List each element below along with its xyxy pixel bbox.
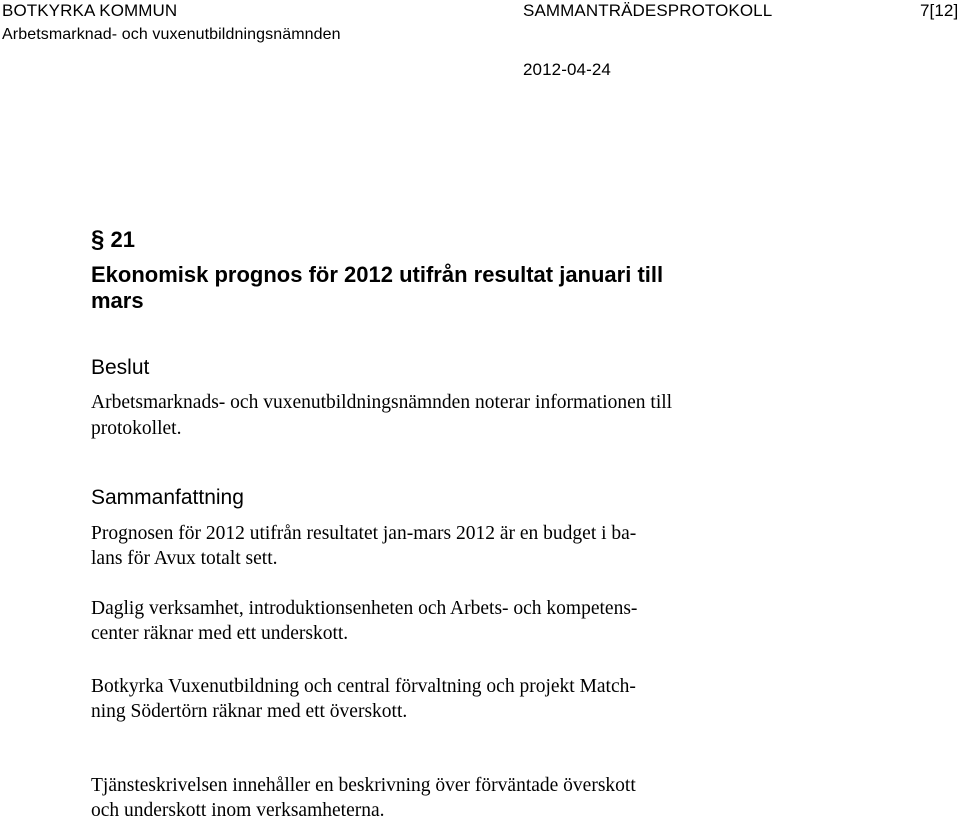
summary-paragraph-3-line: ning Södertörn räknar med ett överskott. — [91, 701, 408, 722]
section-number: 21 — [110, 227, 135, 252]
summary-paragraph-1-line: lans för Avux totalt sett. — [91, 548, 278, 569]
paragraph-number — [91, 226, 135, 254]
summary-heading: Sammanfattning — [91, 486, 244, 509]
summary-paragraph-4-line: Tjänsteskrivelsen innehåller en beskrivning över förväntade överskott — [91, 775, 636, 796]
decision-text-line: protokollet. — [91, 418, 182, 439]
board-name: Arbetsmarknad- och vuxenutbildningsnämnden — [2, 26, 341, 43]
summary-paragraph-1-line: Prognosen för 2012 utifrån resultatet jan-mars 2012 är en budget i ba- — [91, 523, 637, 544]
meeting-date: 2012-04-24 — [523, 60, 611, 79]
summary-paragraph-4-line: och underskott inom verksamheterna. — [91, 800, 385, 821]
section-title — [91, 262, 791, 314]
summary-paragraph-3-line: Botkyrka Vuxenutbildning och central förvaltning och projekt Match- — [91, 676, 636, 697]
summary-paragraph-2-line: Daglig verksamhet, introduktionsenheten och Arbets- och kompetens- — [91, 598, 638, 619]
section-title-line: Ekonomisk prognos för 2012 utifrån resultat januari till — [91, 262, 664, 287]
decision-heading: Beslut — [91, 356, 150, 379]
section-title-line: mars — [91, 288, 144, 313]
section-sign: § — [91, 226, 105, 253]
page-number: 7[12] — [920, 1, 959, 20]
organization-name: BOTKYRKA KOMMUN — [2, 1, 178, 20]
document-type: SAMMANTRÄDESPROTOKOLL — [523, 1, 773, 20]
decision-text-line: Arbetsmarknads- och vuxenutbildningsnämnden noterar informationen till — [91, 392, 673, 413]
summary-paragraph-2-line: center räknar med ett underskott. — [91, 623, 349, 644]
